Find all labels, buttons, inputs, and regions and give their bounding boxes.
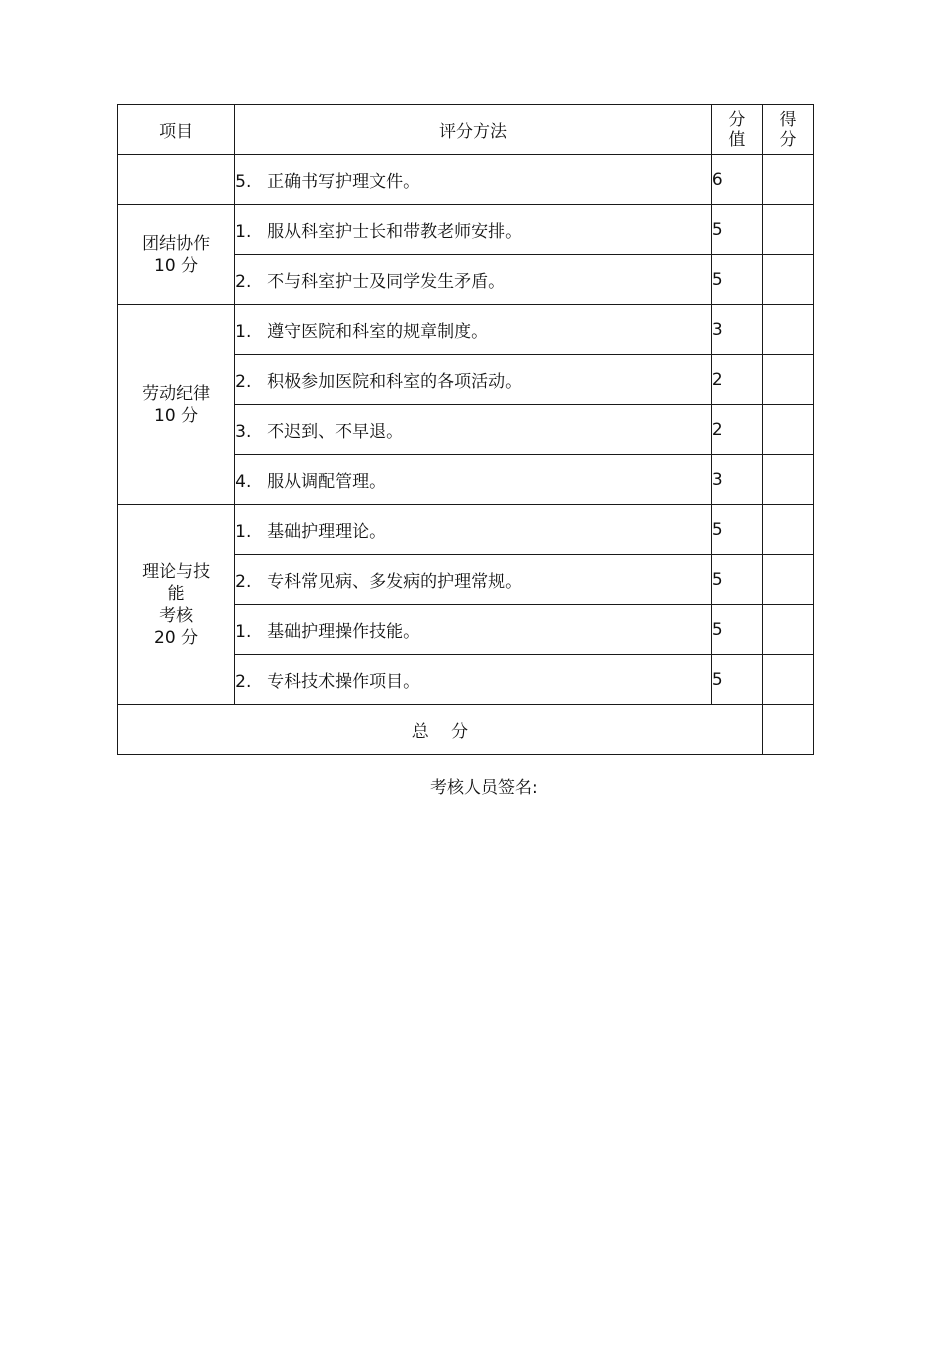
examiner-signature-label: 考核人员签名: <box>430 778 538 798</box>
category-name: 能 <box>167 583 185 604</box>
value-cell: 2 <box>711 355 762 405</box>
method-text: 服从调配管理。 <box>267 472 387 492</box>
header-value <box>711 105 762 155</box>
method-cell <box>235 405 712 455</box>
table-row <box>118 505 814 555</box>
item-cell-empty <box>118 155 235 205</box>
score-cell[interactable] <box>762 305 813 355</box>
header-value-line: 值 <box>728 129 746 150</box>
category-points: 10 分 <box>154 255 199 276</box>
method-number: 1. <box>235 222 252 242</box>
method-number: 2. <box>235 572 252 592</box>
header-score-line: 分 <box>779 129 797 150</box>
method-text: 专科常见病、多发病的护理常规。 <box>267 572 523 592</box>
value-cell: 5 <box>711 605 762 655</box>
score-cell[interactable] <box>762 605 813 655</box>
method-number: 4. <box>235 472 252 492</box>
method-text: 正确书写护理文件。 <box>267 172 421 192</box>
header-item: 项目 <box>118 105 235 155</box>
scoring-table <box>117 104 814 755</box>
method-cell <box>235 255 712 305</box>
header-value-line: 分 <box>728 109 746 130</box>
value-cell: 2 <box>711 405 762 455</box>
method-cell <box>235 505 712 555</box>
value-cell: 5 <box>711 205 762 255</box>
value-cell: 5 <box>711 655 762 705</box>
score-cell[interactable] <box>762 155 813 205</box>
category-points: 20 分 <box>154 627 199 648</box>
table-row <box>118 205 814 255</box>
value-cell: 6 <box>711 155 762 205</box>
method-text: 不迟到、不早退。 <box>267 422 404 442</box>
method-number: 1. <box>235 522 252 542</box>
method-cell <box>235 455 712 505</box>
category-name: 团结协作 <box>142 233 211 254</box>
total-label: 总 分 <box>118 705 763 755</box>
method-cell <box>235 205 712 255</box>
header-method: 评分方法 <box>235 105 712 155</box>
category-cell-teamwork <box>118 205 235 305</box>
value-cell: 5 <box>711 505 762 555</box>
score-cell[interactable] <box>762 555 813 605</box>
score-cell[interactable] <box>762 455 813 505</box>
method-cell <box>235 605 712 655</box>
method-text: 遵守医院和科室的规章制度。 <box>267 322 489 342</box>
method-cell <box>235 305 712 355</box>
value-cell: 5 <box>711 255 762 305</box>
category-points: 10 分 <box>154 405 199 426</box>
method-number: 2. <box>235 372 252 392</box>
value-cell: 3 <box>711 305 762 355</box>
method-number: 1. <box>235 622 252 642</box>
category-cell-theory-skills <box>118 505 235 705</box>
category-name: 劳动纪律 <box>142 383 211 404</box>
value-cell: 3 <box>711 455 762 505</box>
total-row <box>118 705 814 755</box>
category-cell-discipline <box>118 305 235 505</box>
header-score-line: 得 <box>779 109 797 130</box>
category-name: 理论与技 <box>142 561 211 582</box>
method-cell <box>235 555 712 605</box>
score-cell[interactable] <box>762 355 813 405</box>
method-text: 积极参加医院和科室的各项活动。 <box>267 372 523 392</box>
method-text: 服从科室护士长和带教老师安排。 <box>267 222 523 242</box>
score-cell[interactable] <box>762 655 813 705</box>
method-number: 2. <box>235 672 252 692</box>
category-name: 考核 <box>159 605 194 626</box>
method-number: 1. <box>235 322 252 342</box>
method-text: 基础护理操作技能。 <box>267 622 421 642</box>
method-number: 3. <box>235 422 252 442</box>
method-text: 专科技术操作项目。 <box>267 672 421 692</box>
table-row <box>118 305 814 355</box>
score-cell[interactable] <box>762 255 813 305</box>
method-number: 2. <box>235 272 252 292</box>
value-cell: 5 <box>711 555 762 605</box>
score-cell[interactable] <box>762 505 813 555</box>
method-text: 不与科室护士及同学发生矛盾。 <box>267 272 506 292</box>
method-cell <box>235 655 712 705</box>
header-score <box>762 105 813 155</box>
method-text: 基础护理理论。 <box>267 522 387 542</box>
method-cell <box>235 355 712 405</box>
score-cell[interactable] <box>762 205 813 255</box>
method-cell <box>235 155 712 205</box>
table-row <box>118 155 814 205</box>
total-score-cell[interactable] <box>762 705 813 755</box>
score-cell[interactable] <box>762 405 813 455</box>
method-number: 5. <box>235 172 252 192</box>
header-row <box>118 105 814 155</box>
